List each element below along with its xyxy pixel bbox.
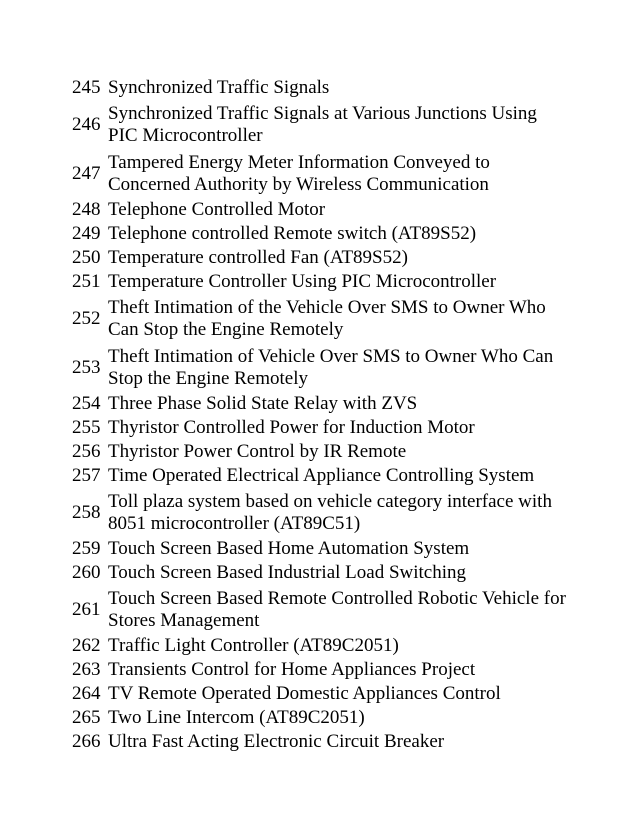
item-title-line: Temperature Controller Using PIC Microcontroller xyxy=(108,271,497,292)
list-item xyxy=(72,585,572,634)
item-title-line: Transients Control for Home Appliances Project xyxy=(108,659,476,680)
item-number: 257 xyxy=(72,465,101,486)
item-title-line: Telephone controlled Remote switch (AT89S52) xyxy=(108,223,477,244)
item-number: 263 xyxy=(72,659,101,680)
list-item xyxy=(72,222,572,246)
list-item xyxy=(72,537,572,561)
item-number: 247 xyxy=(72,162,101,184)
list-item xyxy=(72,440,572,464)
item-title-line: Theft Intimation of Vehicle Over SMS to Owner Who Can xyxy=(108,345,554,367)
item-title xyxy=(108,77,572,99)
item-number: 265 xyxy=(72,707,101,728)
item-number: 264 xyxy=(72,683,101,704)
item-number: 245 xyxy=(72,77,101,98)
item-number: 266 xyxy=(72,731,101,752)
list-item xyxy=(72,561,572,585)
item-title-line: Thyristor Controlled Power for Induction Motor xyxy=(108,417,475,438)
list-item xyxy=(72,270,572,294)
item-title-line: Touch Screen Based Industrial Load Switching xyxy=(108,562,467,583)
item-number: 262 xyxy=(72,635,101,656)
item-title xyxy=(108,683,572,705)
item-title xyxy=(108,491,572,535)
item-title xyxy=(108,538,572,560)
item-number: 251 xyxy=(72,271,101,292)
item-number: 254 xyxy=(72,393,101,414)
item-number: 256 xyxy=(72,441,101,462)
item-number: 253 xyxy=(72,356,101,378)
item-title xyxy=(108,731,572,753)
item-title-line: Time Operated Electrical Appliance Controlling System xyxy=(108,465,535,486)
item-title xyxy=(108,393,572,415)
item-number: 255 xyxy=(72,417,101,438)
item-title xyxy=(108,635,572,657)
item-title-line: Ultra Fast Acting Electronic Circuit Breaker xyxy=(108,731,445,752)
item-title-line: Theft Intimation of the Vehicle Over SMS to Owner Who xyxy=(108,296,546,318)
list-item xyxy=(72,658,572,682)
item-title xyxy=(108,562,572,584)
list-item xyxy=(72,100,572,149)
item-number: 259 xyxy=(72,538,101,559)
list-item xyxy=(72,730,572,754)
item-title-line: Stores Management xyxy=(108,609,260,631)
item-title-line: Tampered Energy Meter Information Conveyed to xyxy=(108,151,490,173)
item-title-line: Toll plaza system based on vehicle category interface with xyxy=(108,490,552,512)
item-title-line: Two Line Intercom (AT89C2051) xyxy=(108,707,365,728)
item-title xyxy=(108,103,572,147)
item-title xyxy=(108,417,572,439)
item-title xyxy=(108,707,572,729)
list-item xyxy=(72,488,572,537)
list-item xyxy=(72,416,572,440)
list-item xyxy=(72,246,572,270)
item-title-line: Temperature controlled Fan (AT89S52) xyxy=(108,247,408,268)
item-number: 250 xyxy=(72,247,101,268)
list-item xyxy=(72,149,572,198)
item-title xyxy=(108,247,572,269)
item-title-line: PIC Microcontroller xyxy=(108,124,263,146)
item-title-line: Touch Screen Based Remote Controlled Robotic Vehicle for xyxy=(108,587,566,609)
item-title-line: Synchronized Traffic Signals at Various Junctions Using xyxy=(108,102,537,124)
list-item xyxy=(72,706,572,730)
item-title xyxy=(108,297,572,341)
item-title-line: Touch Screen Based Home Automation System xyxy=(108,538,470,559)
item-title xyxy=(108,271,572,293)
item-title-line: Can Stop the Engine Remotely xyxy=(108,318,344,340)
list-item xyxy=(72,464,572,488)
project-list xyxy=(72,76,572,754)
list-item xyxy=(72,76,572,100)
item-number: 252 xyxy=(72,307,101,329)
item-title-line: Stop the Engine Remotely xyxy=(108,367,309,389)
list-item xyxy=(72,682,572,706)
item-title xyxy=(108,465,572,487)
item-number: 258 xyxy=(72,501,101,523)
item-title-line: TV Remote Operated Domestic Appliances Control xyxy=(108,683,501,704)
item-number: 246 xyxy=(72,113,101,135)
item-title-line: Traffic Light Controller (AT89C2051) xyxy=(108,635,399,656)
item-title xyxy=(108,346,572,390)
item-title-line: Concerned Authority by Wireless Communication xyxy=(108,173,489,195)
item-title-line: Three Phase Solid State Relay with ZVS xyxy=(108,393,418,414)
item-title xyxy=(108,152,572,196)
list-item xyxy=(72,343,572,392)
item-title xyxy=(108,441,572,463)
list-item xyxy=(72,198,572,222)
list-item xyxy=(72,392,572,416)
item-title-line: Telephone Controlled Motor xyxy=(108,199,326,220)
item-title xyxy=(108,223,572,245)
list-item xyxy=(72,634,572,658)
item-title xyxy=(108,199,572,221)
list-item xyxy=(72,294,572,343)
item-title xyxy=(108,588,572,632)
item-number: 260 xyxy=(72,562,101,583)
item-title-line: 8051 microcontroller (AT89C51) xyxy=(108,512,361,534)
item-title-line: Synchronized Traffic Signals xyxy=(108,77,330,98)
item-number: 248 xyxy=(72,199,101,220)
item-title xyxy=(108,659,572,681)
item-number: 261 xyxy=(72,598,101,620)
item-number: 249 xyxy=(72,223,101,244)
item-title-line: Thyristor Power Control by IR Remote xyxy=(108,441,407,462)
